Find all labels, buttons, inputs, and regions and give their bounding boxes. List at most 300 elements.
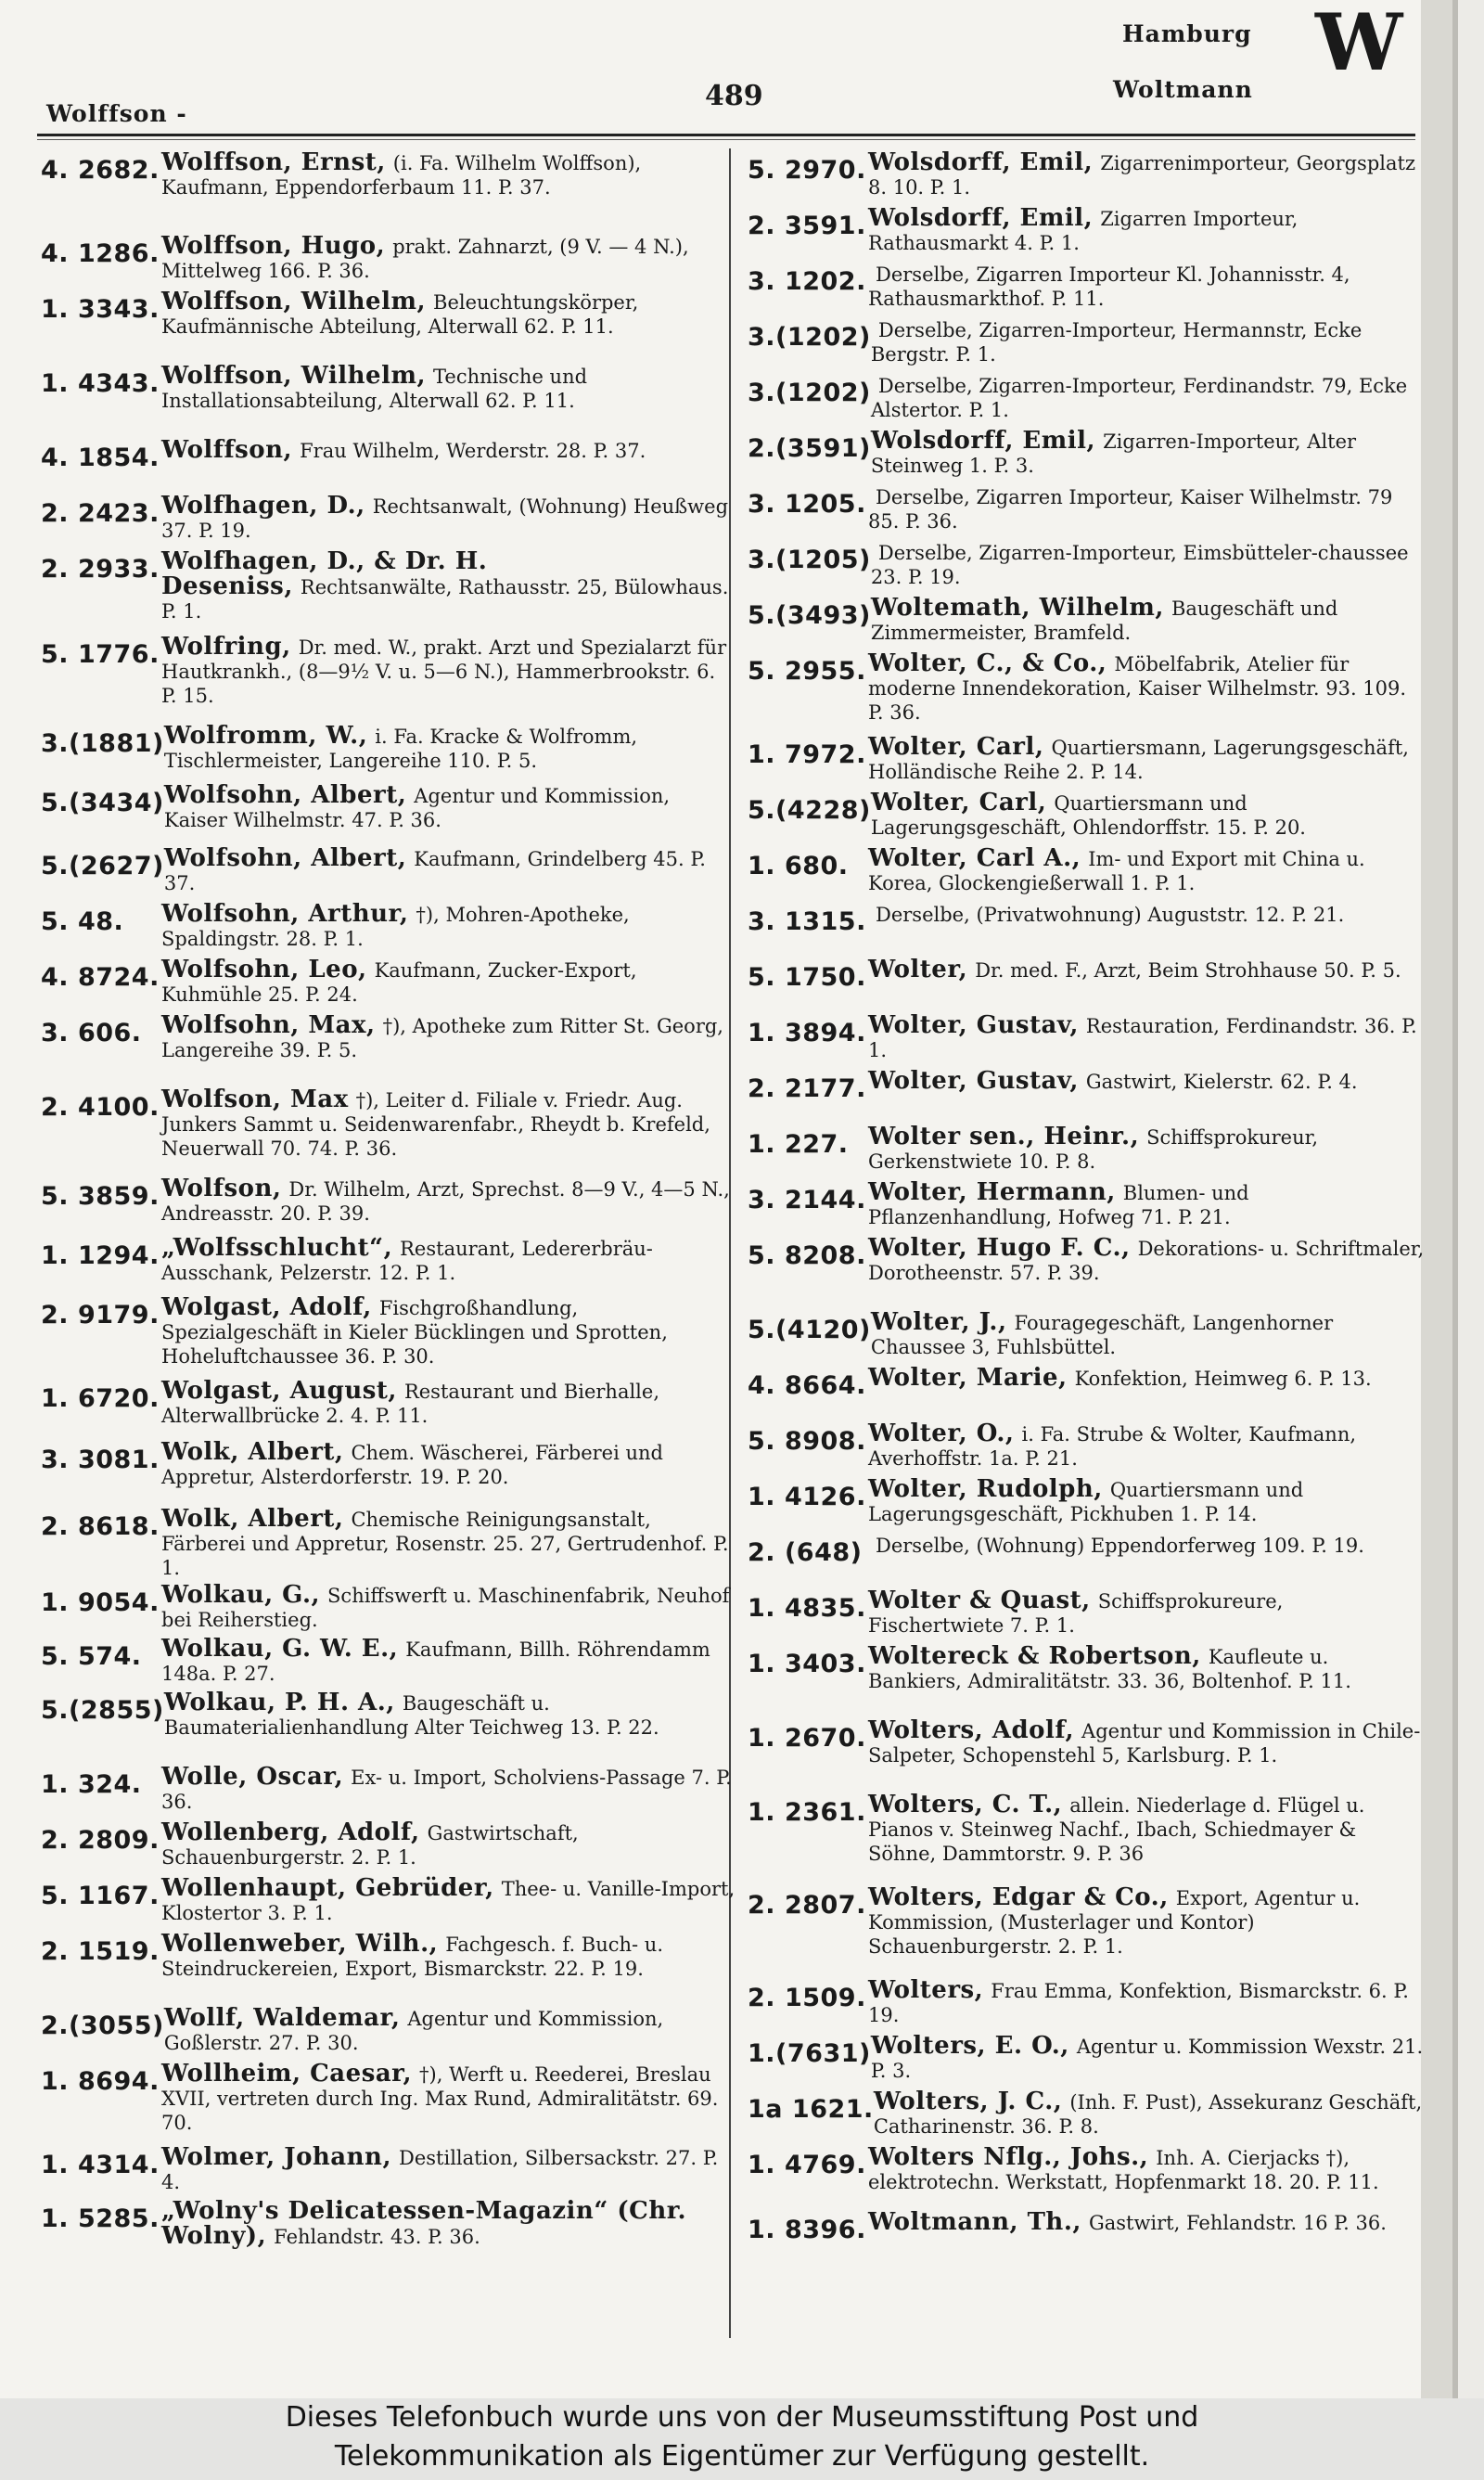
phone-number: 5. 1776.: [41, 640, 160, 669]
footer-line-1: Dieses Telefonbuch wurde uns von der Museumsstiftung Post und: [285, 2401, 1199, 2434]
entry-details: Derselbe, (Privatwohnung) Auguststr. 12. P. 21.: [876, 904, 1345, 926]
entry-name: Wolters Nflg., Johs.,: [868, 2143, 1149, 2171]
phone-number: 1. 6720.: [41, 1384, 160, 1413]
entry-name: Wolter, Rudolph,: [868, 1475, 1103, 1503]
entry-text: [164, 846, 736, 895]
entry-name: Wolsdorff, Emil,: [868, 148, 1094, 176]
phone-number: 5. 574.: [41, 1642, 142, 1671]
directory-entry: [41, 783, 736, 832]
entry-details: †), Apotheke zum Ritter St. Georg, Langereihe 39. P. 5.: [161, 1015, 723, 1061]
entry-details: Blumen- und Pflanzenhandlung, Hofweg 71. P. 21.: [868, 1182, 1249, 1228]
footer-notice: [0, 2398, 1484, 2480]
entry-name: Wolgast, August,: [161, 1377, 397, 1405]
directory-entry: [41, 234, 736, 283]
directory-entry: [41, 1295, 736, 1368]
entry-details: Dr. med. F., Arzt, Beim Strohhause 50. P. 5.: [975, 959, 1401, 982]
entry-name: Woltereck & Robertson,: [868, 1642, 1201, 1670]
phone-number: 2. 2177.: [748, 1074, 866, 1103]
entry-details: prakt. Zahnarzt, (9 V. — 4 N.), Mittelweg 166. P. 36.: [161, 236, 689, 282]
entry-text: [161, 635, 736, 708]
entry-details: allein. Niederlage d. Flügel u. Pianos v. Steinweg Nachf., Ibach, Schiedmayer & Söhne, Dammtorstr. 9. P. 36: [868, 1794, 1365, 1865]
directory-entry: [748, 1477, 1425, 1526]
directory-entry: [748, 2145, 1425, 2194]
entry-details: Dr. med. W., prakt. Arzt und Spezialarzt für Hautkrankh., (8—9½ V. u. 5—6 N.), Hammerbrookstr. 6. P. 15.: [161, 636, 727, 707]
phone-number: 3.(1202): [748, 379, 871, 407]
entry-text: [871, 317, 1425, 366]
entry-details: Destillation, Silbersackstr. 27. P. 4.: [161, 2147, 719, 2193]
phone-number: 4. 2682.: [41, 156, 160, 185]
entry-text: [868, 1588, 1425, 1638]
entry-text: [868, 484, 1425, 533]
entry-name: Wolfsohn, Leo,: [161, 956, 367, 983]
entry-name: Wolter, Gustav,: [868, 1067, 1079, 1095]
entry-text: [868, 2210, 1425, 2235]
entry-details: Schiffsprokureure, Fischertwiete 7. P. 1.: [868, 1590, 1284, 1637]
phone-number: 1. 3894.: [748, 1019, 866, 1047]
entry-details: Rechtsanwälte, Rathausstr. 25, Bülowhaus. P. 1.: [161, 576, 729, 623]
entry-details: Konfektion, Heimweg 6. P. 13.: [1074, 1368, 1372, 1390]
entry-name: Woltmann, Th.,: [868, 2208, 1081, 2236]
entry-details: Kaufmann, Billh. Röhrendamm 148a. P. 27.: [161, 1638, 710, 1685]
phone-number: 3. 1315.: [748, 907, 866, 936]
directory-entry: [41, 902, 736, 951]
entry-details: Technische und Installationsabteilung, Alterwall 62. P. 11.: [161, 366, 588, 412]
entry-name: Wolter, Hermann,: [868, 1178, 1116, 1206]
entry-name: Wollf, Waldemar,: [163, 2004, 401, 2032]
entry-details: Kaufmann, Grindelberg 45. P. 37.: [163, 848, 706, 894]
directory-entry: [41, 1876, 736, 1925]
phone-number: 2. 4100.: [41, 1093, 160, 1122]
phone-number: 1.(7631): [748, 2039, 871, 2068]
entry-text: [161, 2145, 736, 2194]
phone-number: 1. 4835.: [748, 1594, 866, 1623]
phone-number: 2. 2809.: [41, 1826, 160, 1855]
directory-entry: [41, 635, 736, 708]
directory-entry: [748, 373, 1425, 422]
entry-text: [868, 1124, 1425, 1174]
directory-entry: [748, 1644, 1425, 1693]
entry-details: Thee- u. Vanille-Import, Klostertor 3. P. 1.: [161, 1878, 736, 1924]
directory-entry: [748, 1069, 1425, 1103]
phone-number: 5. 48.: [41, 907, 124, 936]
entry-details: Fehlandstr. 43. P. 36.: [274, 2226, 480, 2248]
phone-number: 1. 1294.: [41, 1241, 160, 1270]
entry-name: Wolfson, Max: [161, 1086, 349, 1113]
entry-details: Zigarren-Importeur, Alter Steinweg 1. P. 3.: [870, 430, 1357, 477]
entry-details: Zigarren Importeur, Rathausmarkt 4. P. 1.: [868, 208, 1298, 254]
entry-name: Wolkau, G. W. E.,: [161, 1635, 399, 1663]
entry-name: Wolter, Hugo F. C.,: [868, 1234, 1131, 1262]
entry-name: Wolfsohn, Albert,: [163, 844, 407, 872]
phone-number: 3. 3081.: [41, 1446, 160, 1474]
phone-number: 2. 1509.: [748, 1984, 866, 2012]
footer-line-2: Telekommunikation als Eigentümer zur Verfügung gestellt.: [334, 2440, 1150, 2473]
entry-details: Derselbe, Zigarren Importeur, Kaiser Wilhelmstr. 79 85. P. 36.: [868, 486, 1393, 533]
entry-text: [164, 783, 736, 832]
phone-number: 5.(3493): [748, 601, 871, 630]
entry-text: [871, 2034, 1425, 2083]
entry-text: [161, 1765, 736, 1814]
entry-text: [868, 957, 1425, 983]
phone-number: 1. 324.: [41, 1770, 142, 1799]
entry-name: Wolter, Gustav,: [868, 1011, 1079, 1039]
entry-text: [161, 1295, 736, 1368]
entry-details: Inh. A. Cierjacks †), elektrotechn. Werkstatt, Hopfenmarkt 18. 20. P. 11.: [868, 2147, 1379, 2193]
entry-text: [161, 494, 736, 543]
entry-details: Schiffswerft u. Maschinenfabrik, Neuhof bei Reiherstieg.: [161, 1585, 730, 1631]
directory-entry: [41, 2006, 736, 2055]
phone-number: 4. 1286.: [41, 239, 160, 268]
entry-text: [161, 1637, 736, 1686]
header-rule-thin: [37, 139, 1415, 140]
entry-details: Derselbe, Zigarren-Importeur, Eimsbütteler-chaussee 23. P. 19.: [870, 542, 1409, 588]
entry-details: Im- und Export mit China u. Korea, Glockengießerwall 1. P. 1.: [868, 848, 1365, 894]
entry-text: [868, 1533, 1425, 1558]
entry-text: [161, 289, 736, 339]
entry-text: [868, 1013, 1425, 1062]
entry-details: Gastwirt, Fehlandstr. 16 P. 36.: [1088, 2212, 1387, 2234]
running-header-city: Hamburg: [1122, 20, 1252, 47]
directory-entry: [41, 1013, 736, 1062]
entry-text: [868, 651, 1425, 725]
entry-text: [868, 902, 1425, 927]
phone-number: 5. 2955.: [748, 657, 866, 686]
entry-details: Zigarrenimporteur, Georgsplatz 8. 10. P. 1.: [868, 152, 1416, 199]
entry-text: [161, 150, 736, 199]
entry-details: Derselbe, Zigarren Importeur Kl. Johannisstr. 4, Rathausmarkthof. P. 11.: [868, 263, 1350, 310]
running-header-left: Wolffson -: [46, 100, 187, 127]
entry-details: Ex- u. Import, Scholviens-Passage 7. P. 36.: [161, 1767, 732, 1813]
entry-details: †), Leiter d. Filiale v. Friedr. Aug. Junkers Sammt u. Seidenwarenfabr., Rheydt b. Krefeld, Neuerwall 70. 74. P. 36.: [161, 1089, 710, 1160]
directory-entry: [748, 1718, 1425, 1767]
directory-entry: [748, 1421, 1425, 1471]
entry-text: [164, 2006, 736, 2055]
directory-entry: [41, 1932, 736, 1981]
entry-details: Export, Agentur u. Kommission, (Musterlager und Kontor) Schauenburgerstr. 2. P. 1.: [868, 1887, 1361, 1958]
entry-name: Wolter, J.,: [870, 1308, 1007, 1336]
directory-entry: [748, 484, 1425, 533]
directory-entry: [748, 1180, 1425, 1229]
entry-name: Wolter, Carl,: [870, 789, 1047, 816]
entry-name: Wolter, C., & Co.,: [868, 649, 1107, 677]
entry-details: Beleuchtungskörper, Kaufmännische Abteilung, Alterwall 62. P. 11.: [161, 291, 639, 338]
entry-text: [161, 1932, 736, 1981]
entry-text: [868, 1644, 1425, 1693]
entry-name: Wolters,: [868, 1976, 984, 2004]
entry-details: i. Fa. Kracke & Wolfromm, Tischlermeister, Langereihe 110. P. 5.: [163, 726, 638, 772]
entry-name: Wolmer, Johann,: [161, 2143, 392, 2171]
directory-entry: [41, 724, 736, 773]
entry-text: [871, 373, 1425, 422]
entry-name: Wolfsohn, Albert,: [163, 781, 407, 809]
entry-name: Wolkau, G.,: [161, 1581, 321, 1609]
entry-name: Wolkau, P. H. A.,: [163, 1689, 395, 1716]
entry-name: Wolsdorff, Emil,: [868, 204, 1094, 232]
entry-details: Frau Emma, Konfektion, Bismarckstr. 6. P. 19.: [868, 1980, 1409, 2026]
directory-entry: [748, 957, 1425, 992]
entry-name: Wolfsohn, Max,: [161, 1011, 376, 1039]
entry-text: [164, 724, 736, 773]
entry-name: Wolffson, Ernst,: [161, 148, 386, 176]
entry-name: „Wolfsschlucht“,: [161, 1234, 393, 1262]
phone-number: 3.(1205): [748, 546, 871, 574]
directory-entry: [748, 1013, 1425, 1062]
phone-number: 2. 3591.: [748, 212, 866, 240]
entry-name: Wolk, Albert,: [161, 1505, 344, 1533]
entry-text: [868, 1180, 1425, 1229]
entry-text: [868, 206, 1425, 255]
entry-details: Agentur und Kommission in Chile-Salpeter, Schopenstehl 5, Karlsburg. P. 1.: [868, 1720, 1421, 1767]
entry-details: Dekorations- u. Schriftmaler, Dorotheenstr. 57. P. 39.: [868, 1238, 1425, 1284]
entry-text: [161, 1379, 736, 1428]
entry-name: Wolter, Carl,: [868, 733, 1044, 761]
entry-name: Wolters, J. C.,: [873, 2088, 1063, 2115]
entry-text: [161, 2199, 736, 2249]
directory-entry: [41, 1690, 736, 1740]
directory-entry: [748, 429, 1425, 478]
phone-number: 1. 8694.: [41, 2067, 160, 2096]
entry-name: Wollenhaupt, Gebrüder,: [161, 1874, 494, 1902]
phone-number: 2. 1519.: [41, 1937, 160, 1966]
entry-name: Wolfhagen, D., & Dr. H. Deseniss,: [161, 547, 488, 600]
phone-number: 2. (648): [748, 1538, 863, 1567]
entry-name: Wolters, Adolf,: [868, 1716, 1075, 1744]
directory-entry: [41, 150, 736, 199]
entry-details: Quartiersmann und Lagerungsgeschäft, Ohlendorffstr. 15. P. 20.: [870, 792, 1306, 839]
entry-name: Wolter, Carl A.,: [868, 844, 1081, 872]
entry-name: Wolgast, Adolf,: [161, 1293, 372, 1321]
phone-number: 5.(3434): [41, 789, 164, 817]
directory-entry: [748, 1366, 1425, 1400]
directory-entry: [41, 957, 736, 1007]
entry-text: [868, 1069, 1425, 1094]
entry-text: [161, 1876, 736, 1925]
phone-number: 2.(3591): [748, 434, 871, 463]
phone-number: 1. 4343.: [41, 369, 160, 398]
entry-text: [161, 234, 736, 283]
directory-entry: [41, 289, 736, 339]
entry-details: (Inh. F. Pust), Assekuranz Geschäft, Catharinenstr. 36. P. 8.: [873, 2091, 1423, 2138]
entry-name: Wolfsohn, Arthur,: [161, 900, 409, 928]
entry-text: [868, 1421, 1425, 1471]
entry-details: Fouragegeschäft, Langenhorner Chaussee 3, Fuhlsbüttel.: [870, 1312, 1334, 1358]
directory-entry: [748, 2034, 1425, 2083]
directory-entry: [748, 735, 1425, 784]
entry-details: Schiffsprokureur, Gerkenstwiete 10. P. 8.: [868, 1126, 1318, 1173]
directory-entry: [748, 206, 1425, 255]
entry-text: [868, 1718, 1425, 1767]
section-letter: W: [1315, 0, 1403, 88]
entry-text: [161, 1236, 736, 1285]
phone-number: 4. 8724.: [41, 963, 160, 992]
directory-entry: [748, 1236, 1425, 1285]
entry-details: Kaufmann, Zucker-Export, Kuhmühle 25. P. 24.: [161, 959, 637, 1006]
entry-name: Wolk, Albert,: [161, 1438, 344, 1466]
directory-entry: [41, 1820, 736, 1870]
phone-number: 2. 8618.: [41, 1512, 160, 1541]
phone-number: 1. 7972.: [748, 740, 866, 769]
entry-text: [871, 1310, 1425, 1359]
entry-text: [161, 1440, 736, 1489]
phone-number: 5. 1167.: [41, 1882, 160, 1910]
entry-text: [161, 1087, 736, 1161]
entry-text: [868, 1885, 1425, 1959]
entry-name: Wolfhagen, D.,: [161, 492, 365, 520]
entry-details: Möbelfabrik, Atelier für moderne Innendekoration, Kaiser Wilhelmstr. 93. 109. P. 36.: [868, 653, 1407, 724]
entry-text: [161, 1583, 736, 1632]
directory-entry: [748, 540, 1425, 589]
entry-details: Kaufleute u. Bankiers, Admiralitätstr. 33. 36, Boltenhof. P. 11.: [868, 1646, 1351, 1692]
directory-entry: [41, 2062, 736, 2135]
entry-text: [868, 1793, 1425, 1866]
entry-details: Quartiersmann und Lagerungsgeschäft, Pickhuben 1. P. 14.: [868, 1479, 1304, 1525]
entry-details: Quartiersmann, Lagerungsgeschäft, Holländische Reihe 2. P. 14.: [868, 737, 1409, 783]
entry-name: „Wolny's Delicatessen-Magazin“ (Chr. Wolny),: [161, 2197, 687, 2250]
phone-number: 5. 8208.: [748, 1241, 866, 1270]
entry-text: [874, 2089, 1425, 2139]
directory-entry: [41, 1765, 736, 1814]
phone-number: 2. 9179.: [41, 1301, 160, 1330]
phone-number: 3.(1202): [748, 323, 871, 352]
page-number: 489: [705, 80, 763, 112]
entry-text: [161, 438, 736, 463]
directory-entry: [41, 549, 736, 623]
phone-number: 5.(2627): [41, 852, 164, 880]
phone-number: 1. 4314.: [41, 2151, 160, 2179]
entry-text: [868, 846, 1425, 895]
phone-number: 1. 227.: [748, 1130, 849, 1159]
directory-entry: [41, 1583, 736, 1632]
directory-entry: [41, 2145, 736, 2194]
directory-entry: [748, 1310, 1425, 1359]
entry-details: Restaurant, Ledererbräu-Ausschank, Pelzerstr. 12. P. 1.: [161, 1238, 653, 1284]
entry-name: Wolfring,: [161, 633, 291, 661]
entry-text: [161, 2062, 736, 2135]
entry-details: Frau Wilhelm, Werderstr. 28. P. 37.: [300, 440, 646, 462]
entry-name: Wollenweber, Wilh.,: [161, 1930, 439, 1958]
entry-details: Baugeschäft u. Baumaterialienhandlung Alter Teichweg 13. P. 22.: [163, 1692, 659, 1739]
phone-number: 1. 3403.: [748, 1650, 866, 1678]
directory-entry: [748, 317, 1425, 366]
entry-name: Wolffson, Hugo,: [161, 232, 386, 260]
entry-details: Chem. Wäscherei, Färberei und Appretur, Alsterdorferstr. 19. P. 20.: [161, 1442, 663, 1488]
entry-details: Chemische Reinigungsanstalt, Färberei und Appretur, Rosenstr. 25. 27, Gertrudenhof. P. 1.: [161, 1509, 729, 1579]
entry-details: Restauration, Ferdinandstr. 36. P. 1.: [868, 1015, 1417, 1061]
directory-entry: [41, 2199, 736, 2249]
directory-entry: [748, 1124, 1425, 1174]
entry-name: Wolter sen., Heinr.,: [868, 1123, 1140, 1150]
phone-number: 1. 4769.: [748, 2151, 866, 2179]
directory-entry: [748, 1885, 1425, 1959]
phone-number: 5. 1750.: [748, 963, 866, 992]
entry-text: [161, 1176, 736, 1226]
entry-details: Gastwirtschaft, Schauenburgerstr. 2. P. 1.: [161, 1822, 579, 1869]
directory-entry: [748, 150, 1425, 199]
directory-entry: [748, 651, 1425, 725]
entry-text: [871, 790, 1425, 840]
phone-number: 3. 1205.: [748, 490, 866, 519]
entry-text: [868, 2145, 1425, 2194]
entry-name: Wolffson, Wilhelm,: [161, 362, 427, 390]
directory-entry: [41, 1379, 736, 1428]
running-header-right: Woltmann: [1113, 76, 1253, 103]
entry-details: †), Werft u. Reederei, Breslau XVII, vertreten durch Ing. Max Rund, Admiralitätstr. 69. 70.: [161, 2063, 719, 2134]
header-rule: [37, 134, 1415, 136]
phone-number: 1. 680.: [748, 852, 849, 880]
entry-text: [871, 429, 1425, 478]
entry-details: †), Mohren-Apotheke, Spaldingstr. 28. P. 1.: [161, 904, 630, 950]
entry-name: Wolter, Marie,: [868, 1364, 1068, 1392]
entry-name: Woltemath, Wilhelm,: [870, 594, 1164, 622]
entry-name: Wolsdorff, Emil,: [870, 427, 1096, 455]
directory-entry: [41, 1440, 736, 1489]
entry-text: [868, 1477, 1425, 1526]
phone-number: 3. 606.: [41, 1019, 142, 1047]
directory-entry: [41, 438, 736, 472]
directory-entry: [748, 596, 1425, 645]
page-edge: [1421, 0, 1452, 2398]
phone-number: 5. 2970.: [748, 156, 866, 185]
entry-name: Wolter, O.,: [868, 1420, 1015, 1447]
entry-details: (i. Fa. Wilhelm Wolffson), Kaufmann, Eppendorferbaum 11. P. 37.: [161, 152, 642, 199]
directory-entry: [41, 1637, 736, 1686]
phone-number: 1a 1621.: [748, 2095, 874, 2124]
directory-entry: [748, 2089, 1425, 2139]
entry-details: Agentur und Kommission, Goßlerstr. 27. P. 30.: [163, 2008, 664, 2054]
entry-name: Wolter,: [868, 956, 968, 983]
entry-details: Baugeschäft und Zimmermeister, Bramfeld.: [870, 598, 1338, 644]
directory-entry: [748, 1588, 1425, 1638]
directory-entry: [41, 1176, 736, 1226]
phone-number: 3. 2144.: [748, 1186, 866, 1214]
entry-text: [871, 596, 1425, 645]
entry-details: Fachgesch. f. Buch- u. Steindruckereien, Export, Bismarckstr. 22. P. 19.: [161, 1934, 664, 1980]
entry-details: Agentur u. Kommission Wexstr. 21. P. 3.: [870, 2036, 1424, 2082]
entry-details: Restaurant und Bierhalle, Alterwallbrücke 2. 4. P. 11.: [161, 1381, 659, 1427]
entry-text: [871, 540, 1425, 589]
entry-text: [868, 150, 1425, 199]
entry-text: [161, 1820, 736, 1870]
directory-entry: [748, 2210, 1425, 2244]
entry-name: Wolfson,: [161, 1175, 282, 1202]
phone-number: 5.(4120): [748, 1316, 871, 1344]
directory-entry: [41, 1236, 736, 1285]
phone-number: 5. 3859.: [41, 1182, 160, 1211]
phone-number: 3. 1202.: [748, 267, 866, 296]
entry-name: Wolters, Edgar & Co.,: [868, 1883, 1169, 1911]
directory-entry: [748, 846, 1425, 895]
phone-number: 2. 2807.: [748, 1891, 866, 1920]
entry-text: [868, 262, 1425, 311]
phone-number: 4. 1854.: [41, 443, 160, 472]
entry-details: Fischgroßhandlung, Spezialgeschäft in Kieler Bücklingen und Sprotten, Hoheluftchaussee 36. P. 30.: [161, 1297, 668, 1368]
directory-entry: [41, 1507, 736, 1580]
phone-number: 5. 8908.: [748, 1427, 866, 1456]
entry-text: [161, 957, 736, 1007]
entry-text: [868, 735, 1425, 784]
entry-details: Gastwirt, Kielerstr. 62. P. 4.: [1085, 1071, 1358, 1093]
directory-entry: [748, 1533, 1425, 1567]
entry-text: [161, 364, 736, 413]
directory-entry: [748, 790, 1425, 840]
entry-text: [868, 1236, 1425, 1285]
entry-name: Wolfromm, W.,: [163, 722, 368, 750]
entry-details: i. Fa. Strube & Wolter, Kaufmann, Averhoffstr. 1a. P. 21.: [868, 1423, 1357, 1470]
directory-entry: [41, 1087, 736, 1161]
entry-text: [161, 549, 736, 623]
entry-name: Wolters, C. T.,: [868, 1791, 1063, 1818]
entry-name: Wollheim, Caesar,: [161, 2060, 413, 2088]
